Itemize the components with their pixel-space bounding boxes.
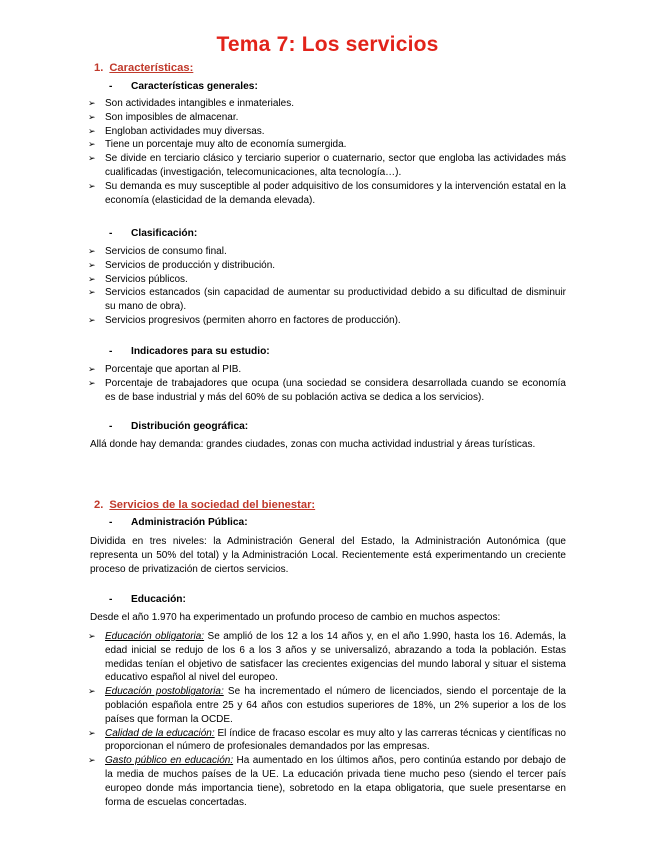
arrow-bullet-icon: ➢ <box>88 287 96 298</box>
list-item: ➢ Son imposibles de almacenar. <box>88 111 239 123</box>
list-clasificacion <box>88 245 566 328</box>
subheading-indicadores: - Indicadores para su estudio: <box>109 346 270 357</box>
item-label: Calidad de la educación: <box>105 727 215 739</box>
educacion-intro: Desde el año 1.970 ha experimentado un profundo proceso de cambio en muchos aspectos: <box>90 612 501 623</box>
list-item: ➢ Tiene un porcentaje muy alto de economía sumergida. <box>88 139 347 151</box>
subheading-administracion-label: Administración Pública: <box>131 517 248 528</box>
subheading-indicadores-label: Indicadores para su estudio: <box>131 346 270 357</box>
list-item: ➢ Calidad de la educación: El índice de fracaso escolar es muy alto y las carreras técnicas y científicas no proporcionan el número de profesionales demandados por las empresas. <box>88 727 566 753</box>
subheading-generales: - Características generales: <box>109 81 258 92</box>
subheading-distribucion: - Distribución geográfica: <box>109 421 249 432</box>
arrow-bullet-icon: ➢ <box>88 364 96 374</box>
subheading-clasificacion-label: Clasificación: <box>131 228 198 239</box>
page-title: Tema 7: Los servicios <box>216 33 439 56</box>
arrow-bullet-icon: ➢ <box>88 727 96 738</box>
arrow-bullet-icon: ➢ <box>88 98 96 108</box>
section-1-title: Características: <box>109 62 194 74</box>
list-item: ➢ Engloban actividades muy diversas. <box>88 125 265 137</box>
arrow-bullet-icon: ➢ <box>88 273 96 284</box>
list-item: ➢ Servicios públicos. <box>88 273 188 285</box>
subheading-administracion: - Administración Pública: <box>109 517 248 528</box>
subheading-educacion: - Educación: <box>109 594 186 605</box>
arrow-bullet-icon: ➢ <box>88 686 96 697</box>
subheading-clasificacion: - Clasificación: <box>109 228 198 239</box>
arrow-bullet-icon: ➢ <box>88 153 96 164</box>
administracion-text: Dividida en tres niveles: la Administración General del Estado, la Administración Autonómica (que representa un 50% del total) y la Administración Local. Recientemente está experimentando un creciente proceso de privatización de ciertos servicios. <box>90 536 566 575</box>
subheading-distribucion-label: Distribución geográfica: <box>131 421 249 432</box>
list-generales <box>88 97 566 207</box>
arrow-bullet-icon: ➢ <box>88 631 96 641</box>
arrow-bullet-icon: ➢ <box>88 246 96 256</box>
arrow-bullet-icon: ➢ <box>88 314 96 325</box>
arrow-bullet-icon: ➢ <box>88 259 96 270</box>
list-item: ➢ Servicios progresivos (permiten ahorro en factores de producción). <box>88 314 401 326</box>
subheading-educacion-label: Educación: <box>131 594 186 605</box>
list-item: ➢ Servicios de consumo final. <box>88 246 227 257</box>
distribucion-text: Allá donde hay demanda: grandes ciudades, zonas con mucha actividad industrial y áreas turísticas. <box>90 439 536 450</box>
list-item: ➢ Se divide en terciario clásico y terciario superior o cuaternario, sector que engloba las actividades más cualificadas (investigación, telecomunicaciones, alta tecnología…). <box>88 153 566 178</box>
list-item: ➢ Porcentaje de trabajadores que ocupa (una sociedad se considera desarrollada cuando se economía es de base industrial y más del 60% de su población activa se dedica a los servicios). <box>88 377 566 403</box>
list-item: ➢ Servicios estancados (sin capacidad de aumentar su productividad debido a su dificultad de disminuir su mano de obra). <box>88 287 566 313</box>
list-item: ➢ Educación obligatoria: Se amplió de los 12 a los 14 años y, en el año 1.990, hasta los 16. Además, la edad inicial se redujo de los 6 a los 3 años y se universalizó, abrazando a toda la población. Estas medidas tenían el objetivo de satisfacer las crecientes exigencias del mundo laboral y situar el sistema educativo español al nivel del europeo. <box>88 631 566 684</box>
section-1-number: 1. <box>94 62 104 74</box>
section-1-heading <box>94 62 193 74</box>
arrow-bullet-icon: ➢ <box>88 377 96 388</box>
list-item: ➢ Son actividades intangibles e inmateriales. <box>88 98 294 109</box>
list-item: ➢ Servicios de producción y distribución. <box>88 259 276 271</box>
arrow-bullet-icon: ➢ <box>88 111 96 122</box>
list-indicadores <box>88 363 566 404</box>
arrow-bullet-icon: ➢ <box>88 125 96 136</box>
list-educacion <box>88 630 566 809</box>
list-item: ➢ Gasto público en educación: Ha aumentado en los últimos años, pero continúa estando por debajo de la media de muchos países de la UE. La educación privada tiene mucho peso (siendo el tercer país europeo donde más importancia tiene), sobretodo en la etapa obligatoria, que suele presentarse en forma de escuelas concertadas. <box>88 755 566 808</box>
item-label: Educación postobligatoria: <box>105 686 224 698</box>
section-2-number: 2. <box>94 499 104 511</box>
arrow-bullet-icon: ➢ <box>88 755 96 766</box>
arrow-bullet-icon: ➢ <box>88 180 96 191</box>
item-label: Educación obligatoria: <box>105 631 205 642</box>
section-2-heading <box>94 499 315 511</box>
section-2-title: Servicios de la sociedad del bienestar: <box>109 499 316 511</box>
list-item: ➢ Su demanda es muy susceptible al poder adquisitivo de los consumidores y la intervención estatal en la economía (elasticidad de la demanda elevada). <box>88 180 566 206</box>
arrow-bullet-icon: ➢ <box>88 139 96 150</box>
list-item: ➢ Educación postobligatoria: Se ha incrementado el número de licenciados, siendo el porcentaje de la población española entre 25 y 64 años con estudios superiores de 18%, un 2% superior a los de los países que forman la OCDE. <box>88 686 566 725</box>
subheading-generales-label: Características generales: <box>131 81 258 92</box>
item-label: Gasto público en educación: <box>105 755 234 767</box>
list-item: ➢ Porcentaje que aportan al PIB. <box>88 364 242 375</box>
